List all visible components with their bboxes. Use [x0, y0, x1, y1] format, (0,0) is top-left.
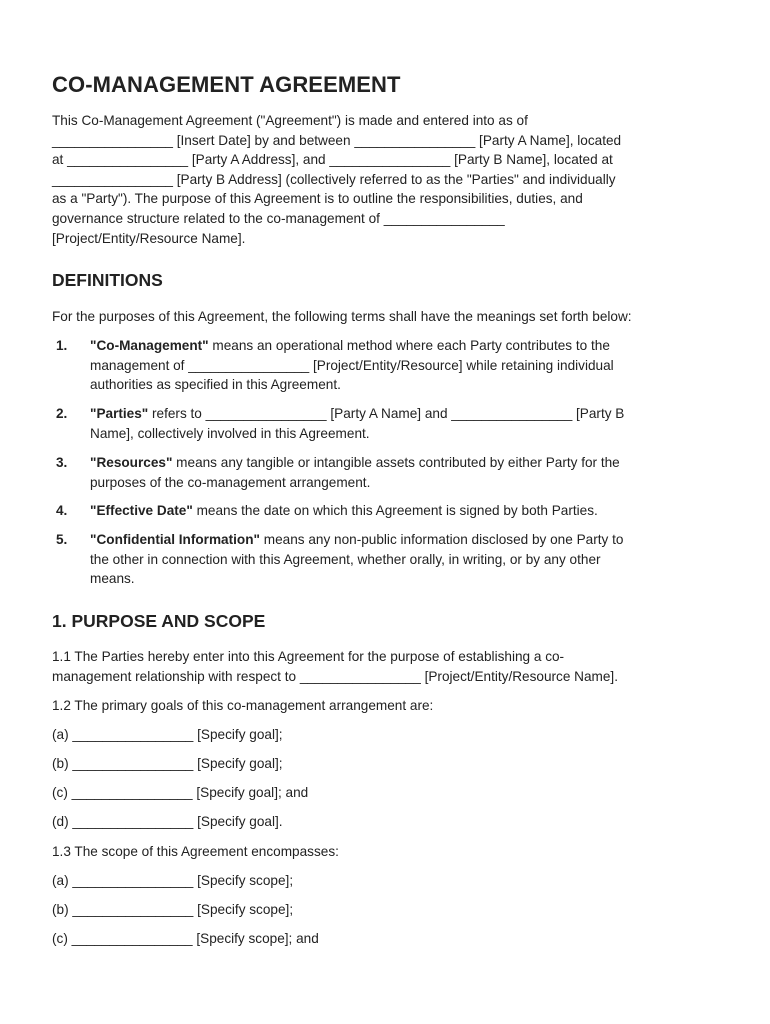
definition-number: 4. [56, 503, 68, 518]
definition-number: 5. [56, 532, 68, 547]
definition-line: Name], collectively involved in this Agreement. [90, 425, 370, 441]
definition-text [90, 404, 720, 443]
definition-text [90, 453, 720, 492]
intro-line: This Co-Management Agreement ("Agreement") is made and entered into as of [52, 113, 528, 128]
definition-text [90, 336, 720, 395]
definition-line: purposes of the co-management arrangement. [90, 474, 371, 490]
definition-term: "Resources" [90, 455, 173, 470]
purpose-heading: 1. PURPOSE AND SCOPE [52, 611, 266, 631]
clause-line: 1.1 The Parties hereby enter into this Agreement for the purpose of establishing a co- [52, 649, 565, 664]
definition-line: authorities as specified in this Agreement. [90, 377, 341, 393]
definitions-intro: For the purposes of this Agreement, the following terms shall have the meanings set forth below: [52, 309, 632, 324]
intro-line: ________________ [Party B Address] (collectively referred to as the "Parties" and individually [52, 171, 616, 187]
intro-line: ________________ [Insert Date] by and between ________________ [Party A Name], located [52, 132, 622, 148]
clause-line: management relationship with respect to ________________ [Project/Entity/Resource Name]. [52, 668, 618, 684]
definition-line: means. [90, 571, 135, 587]
goal-item: (c) ________________ [Specify goal]; and [52, 785, 309, 800]
intro-line: governance structure related to the co-management of ________________ [52, 210, 505, 226]
scope-item: (b) ________________ [Specify scope]; [52, 902, 294, 917]
definition-term: "Parties" [90, 406, 149, 421]
intro-line: [Project/Entity/Resource Name]. [52, 230, 246, 246]
definition-line: means any tangible or intangible assets contributed by either Party for the [172, 455, 620, 470]
definition-text [90, 530, 720, 589]
document-title: CO-MANAGEMENT AGREEMENT [52, 72, 401, 97]
intro-line: at ________________ [Party A Address], and ________________ [Party B Name], located at [52, 152, 613, 168]
definition-line: the other in connection with this Agreement, whether orally, in writing, or by any other [90, 551, 601, 567]
definition-line: means any non-public information disclosed by one Party to [259, 532, 624, 547]
definition-line: management of ________________ [Project/Entity/Resource] while retaining individual [90, 357, 614, 373]
definition-line: means the date on which this Agreement is signed by both Parties. [192, 503, 598, 518]
definition-term: "Effective Date" [90, 503, 193, 518]
definition-number: 1. [56, 338, 68, 353]
scope-item: (c) ________________ [Specify scope]; and [52, 931, 319, 946]
clause-1-3: 1.3 The scope of this Agreement encompasses: [52, 844, 339, 859]
goal-item: (a) ________________ [Specify goal]; [52, 727, 283, 742]
definition-text [90, 501, 720, 521]
definition-term: "Co-Management" [90, 338, 209, 353]
goal-item: (b) ________________ [Specify goal]; [52, 756, 283, 771]
intro-paragraph [52, 111, 720, 248]
definitions-heading: DEFINITIONS [52, 270, 163, 290]
definition-line: means an operational method where each Party contributes to the [208, 338, 610, 353]
scope-item: (a) ________________ [Specify scope]; [52, 873, 294, 888]
intro-line: as a "Party"). The purpose of this Agreement is to outline the responsibilities, duties, and [52, 191, 583, 207]
goal-item: (d) ________________ [Specify goal]. [52, 814, 283, 829]
definition-number: 3. [56, 455, 68, 470]
definition-number: 2. [56, 406, 68, 421]
clause-1-1 [52, 647, 618, 686]
definition-line: refers to ________________ [Party A Name] and ________________ [Party B [148, 406, 625, 421]
definition-term: "Confidential Information" [90, 532, 260, 547]
clause-1-2: 1.2 The primary goals of this co-management arrangement are: [52, 698, 434, 713]
